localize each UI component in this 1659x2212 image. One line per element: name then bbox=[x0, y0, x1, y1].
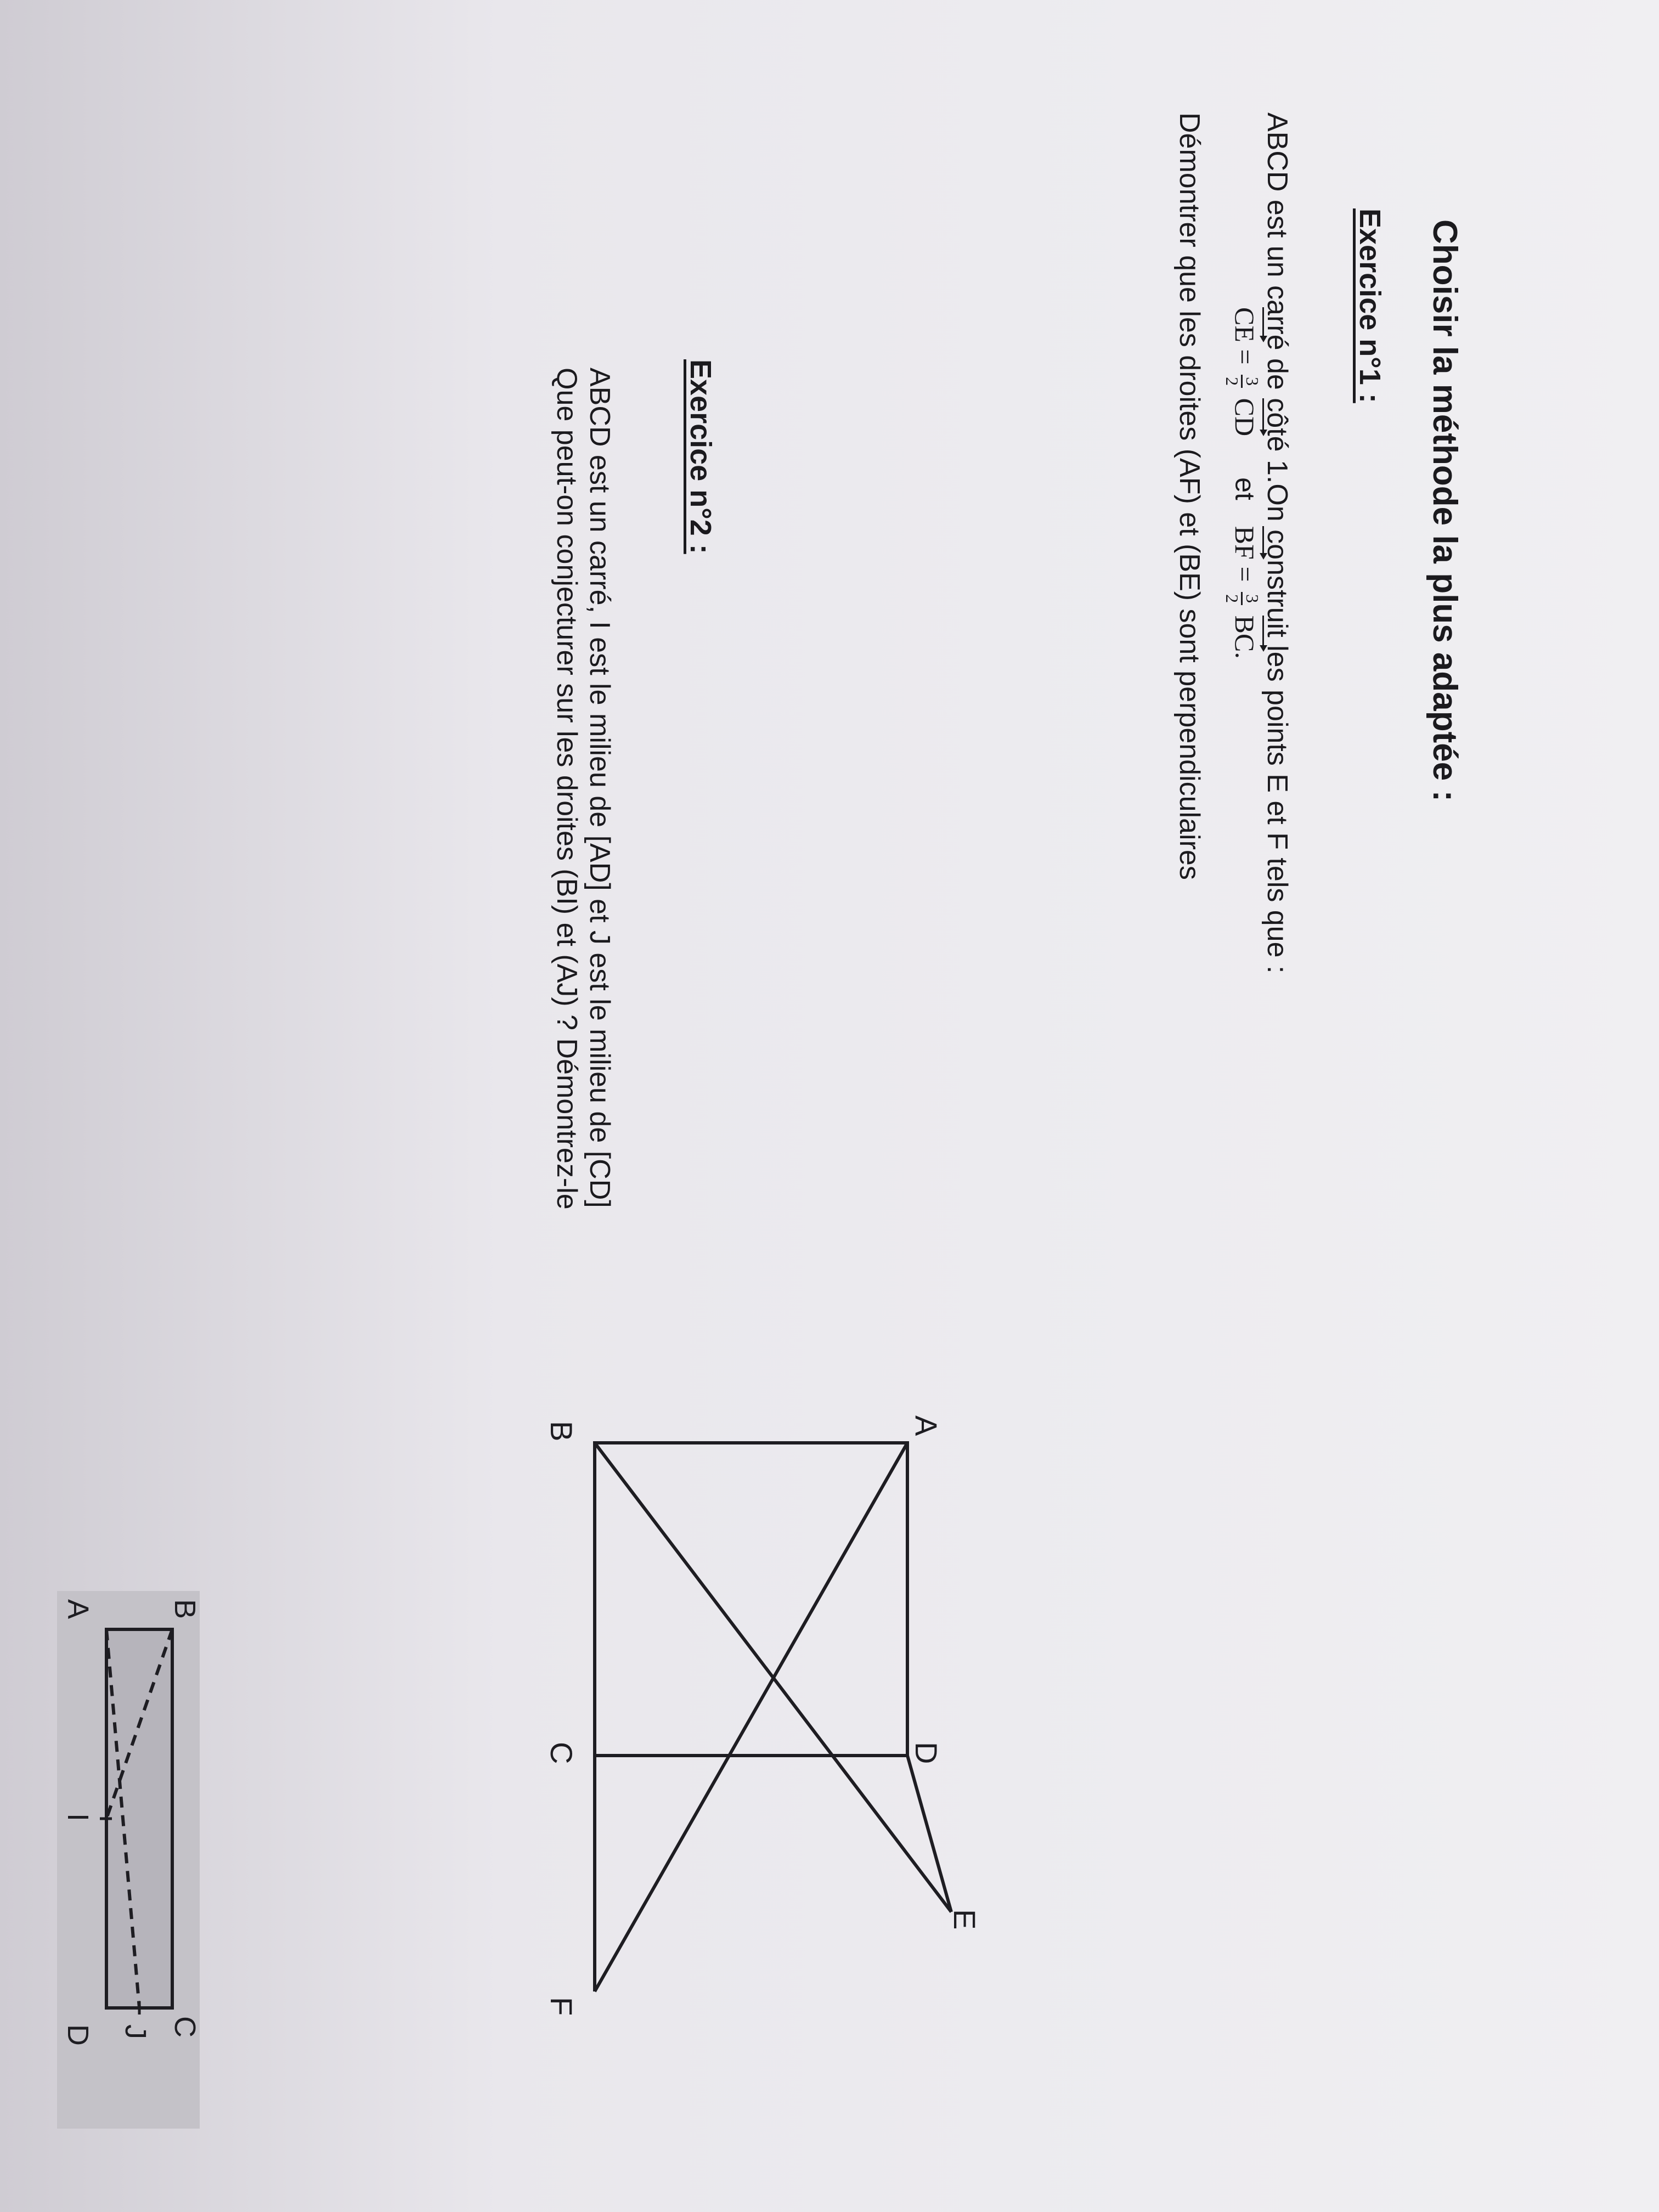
fig2-label-b: B bbox=[168, 1599, 201, 1620]
vector-bf: BF bbox=[1229, 526, 1261, 560]
exercise2-statement: ABCD est un carré, I est le milieu de [AD] et J est le milieu de [CD] bbox=[584, 368, 616, 1208]
exercise2-figure bbox=[57, 1591, 200, 2129]
fraction-1-denominator: 2 bbox=[1222, 377, 1243, 386]
fig1-label-f: F bbox=[544, 1997, 579, 2016]
fig2-label-d: D bbox=[61, 2024, 94, 2046]
formula-and: et bbox=[1229, 477, 1261, 500]
vector-cd: CD bbox=[1229, 398, 1261, 437]
fraction-2-numerator: 3 bbox=[1241, 592, 1261, 605]
fraction-2-denominator: 2 bbox=[1222, 594, 1243, 603]
formula-equals-1: = bbox=[1229, 349, 1261, 365]
fig2-label-a: A bbox=[61, 1599, 94, 1620]
line-af bbox=[595, 1443, 907, 1991]
vector-bc: BC bbox=[1229, 615, 1261, 652]
exercise2-heading: Exercice n°2 : bbox=[684, 359, 717, 554]
fig2-label-c: C bbox=[168, 2016, 201, 2038]
line-be bbox=[595, 1443, 951, 1912]
fraction-2 bbox=[1223, 592, 1261, 605]
fig1-label-b: B bbox=[544, 1421, 579, 1442]
fraction-1 bbox=[1223, 375, 1261, 388]
square-abcd-2 bbox=[106, 1629, 172, 2008]
fig1-label-d: D bbox=[909, 1742, 944, 1764]
exercise1-figure bbox=[544, 1415, 982, 2129]
segment-de bbox=[907, 1756, 951, 1912]
vector-ce: CE bbox=[1229, 307, 1261, 342]
exercise1-statement: ABCD est un carré de côté 1.On construit les points E et F tels que : bbox=[1261, 112, 1293, 974]
fig2-label-i: I bbox=[61, 1813, 94, 1822]
fraction-1-numerator: 3 bbox=[1241, 375, 1261, 388]
formula-end: . bbox=[1229, 652, 1261, 659]
exercise1-formula bbox=[1223, 307, 1261, 659]
worksheet-title: Choisir la méthode la plus adaptée : bbox=[1426, 219, 1464, 802]
fig2-label-j: J bbox=[119, 2024, 152, 2039]
exercise1-question: Démontrer que les droites (AF) et (BE) sont perpendiculaires bbox=[1173, 112, 1205, 880]
exercise1-heading: Exercice n°1 : bbox=[1353, 208, 1386, 403]
fig1-label-a: A bbox=[909, 1415, 944, 1436]
fig1-label-c: C bbox=[544, 1742, 579, 1764]
formula-equals-2: = bbox=[1229, 566, 1261, 582]
square-abcd bbox=[595, 1443, 907, 1756]
exercise2-question: Que peut-on conjecturer sur les droites (BI) et (AJ) ? Démontrez-le bbox=[551, 368, 583, 1210]
fig1-label-e: E bbox=[947, 1909, 982, 1930]
